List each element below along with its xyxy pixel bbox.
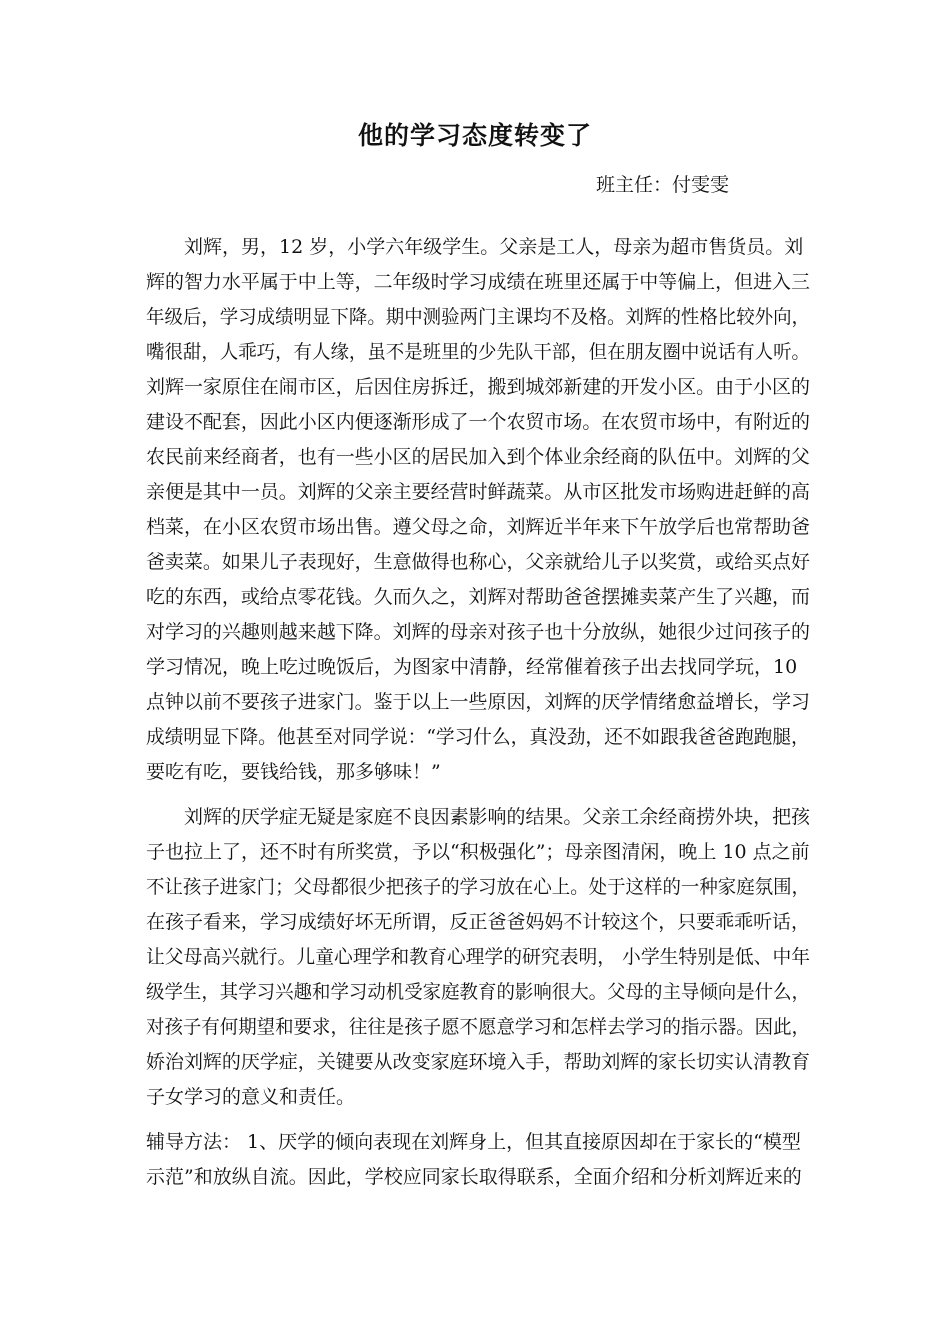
text-line: 吃的东西，或给点零花钱。久而久之，刘辉对帮助爸爸摆摊卖菜产生了兴趣，而 (146, 586, 811, 608)
text-line: 辅导方法： 1、厌学的倾向表现在刘辉身上，但其直接原因却在于家长的“模型 (146, 1131, 801, 1153)
text-line: 对孩子有何期望和要求，往往是孩子愿不愿意学习和怎样去学习的指示器。因此， (146, 1016, 811, 1038)
text-line: 农民前来经商者，也有一些小区的居民加入到个体业余经商的队伍中。刘辉的父 (146, 446, 811, 468)
text-line: 辉的智力水平属于中上等，二年级时学习成绩在班里还属于中等偏上，但进入三 (146, 271, 811, 293)
text-line: 子也拉上了，还不时有所奖赏，予以“积极强化”；母亲图清闲，晚上 10 点之前 (146, 841, 810, 863)
text-line: 不让孩子进家门；父母都很少把孩子的学习放在心上。处于这样的一种家庭氛围， (146, 876, 811, 898)
text-line: 子女学习的意义和责任。 (146, 1086, 356, 1108)
text-line: 刘辉一家原住在闹市区，后因住房拆迁，搬到城郊新建的开发小区。由于小区的 (146, 376, 811, 398)
text-line: 建设不配套，因此小区内便逐渐形成了一个农贸市场。在农贸市场中，有附近的 (146, 411, 811, 433)
text-line: 在孩子看来，学习成绩好坏无所谓，反正爸爸妈妈不计较这个，只要乖乖听话， (146, 911, 811, 933)
text-line: 刘辉，男，12 岁，小学六年级学生。父亲是工人，母亲为超市售货员。刘 (184, 236, 804, 258)
text-line: 亲便是其中一员。刘辉的父亲主要经营时鲜蔬菜。从市区批发市场购进赶鲜的高 (146, 481, 811, 503)
text-line: 年级后，学习成绩明显下降。期中测验两门主课均不及格。刘辉的性格比较外向， (146, 306, 811, 328)
document-title: 他的学习态度转变了 (357, 121, 592, 150)
text-line: 示范”和放纵自流。因此，学校应同家长取得联系，全面介绍和分析刘辉近来的 (146, 1166, 802, 1188)
text-line: 让父母高兴就行。儿童心理学和教育心理学的研究表明， 小学生特别是低、中年 (146, 946, 811, 968)
author-line: 班主任：付雯雯 (596, 174, 730, 196)
text-line: 成绩明显下降。他甚至对同学说：“学习什么，真没劲，还不如跟我爸爸跑跑腿， (146, 726, 810, 748)
text-line: 档菜，在小区农贸市场出售。遵父母之命，刘辉近半年来下午放学后也常帮助爸 (146, 516, 811, 538)
text-line: 爸卖菜。如果儿子表现好，生意做得也称心，父亲就给儿子以奖赏，或给买点好 (146, 551, 811, 573)
text-line: 点钟以前不要孩子进家门。鉴于以上一些原因，刘辉的厌学情绪愈益增长，学习 (146, 691, 811, 713)
text-line: 级学生，其学习兴趣和学习动机受家庭教育的影响很大。父母的主导倾向是什么， (146, 981, 811, 1003)
text-line: 学习情况，晚上吃过晚饭后，为图家中清静，经常催着孩子出去找同学玩，10 (146, 656, 798, 678)
text-line: 要吃有吃，要钱给钱，那多够味！” (146, 761, 441, 783)
text-line: 嘴很甜，人乖巧，有人缘，虽不是班里的少先队干部，但在朋友圈中说话有人听。 (146, 341, 811, 363)
text-line: 刘辉的厌学症无疑是家庭不良因素影响的结果。父亲工余经商捞外块，把孩 (184, 806, 811, 828)
text-line: 娇治刘辉的厌学症，关键要从改变家庭环境入手，帮助刘辉的家长切实认清教育 (146, 1051, 811, 1073)
text-line: 对学习的兴趣则越来越下降。刘辉的母亲对孩子也十分放纵，她很少过问孩子的 (146, 621, 811, 643)
